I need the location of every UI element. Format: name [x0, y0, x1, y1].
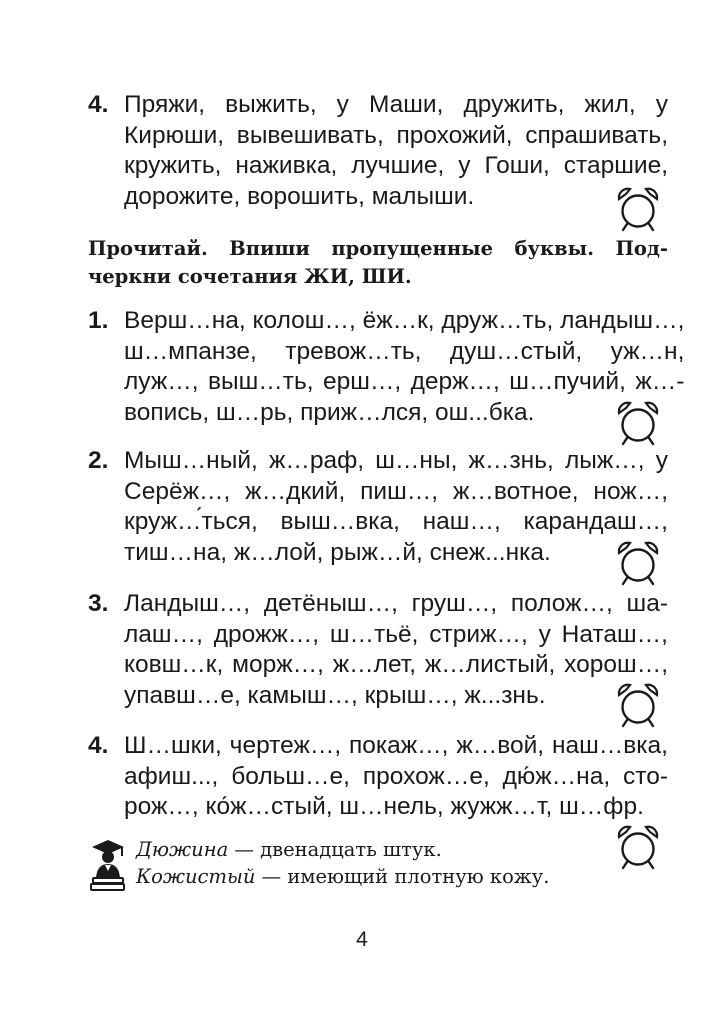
note-term: Дюжина	[136, 838, 229, 861]
alarm-clock-icon	[615, 540, 661, 586]
exercise-number: 4.	[88, 732, 109, 759]
note-line	[88, 836, 608, 863]
alarm-clock-icon	[615, 682, 661, 728]
task-instruction	[88, 235, 668, 291]
exercise-3	[88, 589, 668, 711]
note-definition: — имеющий плотную кожу.	[255, 865, 550, 888]
exercise-line: лаш…, дрожж…, ш…тьё, стриж…, у Наташ…,	[124, 620, 668, 648]
exercise-number: 3.	[88, 590, 109, 617]
vocabulary-notes	[88, 836, 608, 890]
exercise-line: рож…, ко́ж…стый, ш…нель, жужж…т, ш…фр.	[124, 793, 644, 820]
exercise-line: Мыш…ный, ж…раф, ш…ны, ж…знь, лыж…, у	[124, 447, 668, 474]
exercise-line: Кирюши, вывешивать, прохожий, спрашивать,	[124, 121, 668, 149]
exercise-line: ковш…к, морж…, ж…лет, ж…листый, хорош…,	[124, 651, 668, 678]
exercise-line: круж…́ться, выш…вка, наш…, карандаш…,	[124, 508, 668, 535]
exercise-1	[88, 306, 685, 428]
exercise-line: Ландыш…, детёныш…, груш…, полож…, ша-	[124, 590, 668, 617]
exercise-line: Пряжи, выжить, у Маши, дружить, жил, у	[124, 91, 668, 118]
exercise-line: афиш..., больш…е, прохож…е, дю́ж…на, сто-	[124, 762, 668, 790]
exercise-2	[88, 446, 668, 568]
page-number: 4	[356, 928, 368, 951]
alarm-clock-icon	[615, 824, 661, 870]
note-line	[88, 863, 608, 890]
alarm-clock-icon	[615, 186, 661, 232]
alarm-clock-icon	[615, 400, 661, 446]
exercise-number: 4.	[88, 91, 109, 118]
task-line: Прочитай. Впиши пропущенные буквы. Под-	[88, 237, 668, 260]
exercise-line: Серёж…, ж…дкий, пиш…, ж…вотное, нож…,	[124, 477, 668, 505]
task-line: черкни сочетания ЖИ, ШИ.	[88, 265, 412, 288]
exercise-line: луж…, выш…ть, ерш…, держ…, ш…пучий, ж…-	[124, 368, 685, 395]
exercise-number: 2.	[88, 447, 109, 474]
exercise-top	[88, 90, 668, 212]
note-definition: — двенадцать штук.	[228, 838, 442, 861]
exercise-line: Верш…на, колош…, ёж…к, друж…ть, ландыш…,	[124, 307, 685, 334]
exercise-line: упавш…е, камыш…, крыш…, ж...знь.	[124, 681, 546, 709]
exercise-number: 1.	[88, 307, 109, 334]
note-term: Кожистый	[136, 865, 256, 888]
exercise-line: вопись, ш…рь, приж…лся, ош...бка.	[124, 398, 535, 426]
exercise-line: дорожите, ворошить, малыши.	[124, 182, 475, 210]
exercise-4	[88, 731, 668, 823]
student-reading-icon	[88, 838, 128, 892]
exercise-line: тиш…на, ж…лой, рыж…й, снеж...нка.	[124, 538, 551, 566]
exercise-line: Ш…шки, чертеж…, покаж…, ж…вой, наш…вка,	[124, 732, 668, 759]
exercise-line: ш…мпанзе, тревож…ть, душ…стый, уж…н,	[124, 337, 685, 365]
exercise-line: кружить, наживка, лучшие, у Гоши, старшие,	[124, 152, 668, 179]
